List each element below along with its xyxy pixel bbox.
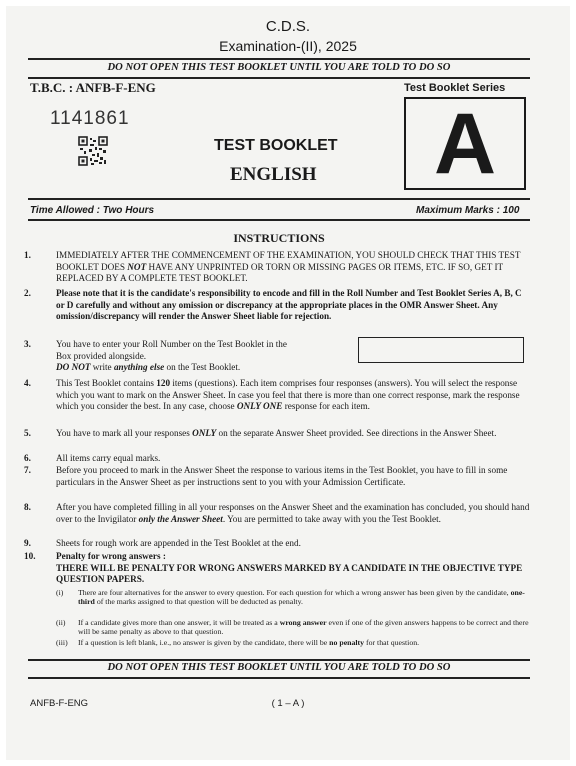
- qr-code-icon: [78, 136, 108, 166]
- rule-3: [28, 198, 530, 200]
- instruction-1: 1. IMMEDIATELY AFTER THE COMMENCEMENT OF THE EXAMINATION, YOU SHOULD CHECK THAT THIS TEST BOOKLET DOES NOT HAVE ANY UNPRINTED OR TORN OR MISSING PAGES OR ITEMS, ETC. IF SO, GET IT REPLACED BY A COMPLETE TEST BOOKLET.: [24, 250, 521, 284]
- rule-6: [28, 677, 530, 679]
- instruction-4: 4. This Test Booklet contains 120 items (questions). Each item comprises four responses (answers). You will select the response which you want to mark on the Answer Sheet. In case you feel that there is more than one correct response, mark the response which you consider the best. In any case, choose ONLY ONE response for each item.: [24, 378, 520, 412]
- top-rule: [28, 58, 530, 60]
- instruction-10: 10. Penalty for wrong answers : THERE WILL BE PENALTY FOR WRONG ANSWERS MARKED BY A CANDIDATE IN THE OBJECTIVE TYPE QUESTION PAPERS.: [24, 551, 523, 585]
- instruction-2: 2. Please note that it is the candidate's responsibility to encode and fill in the Roll Number and Test Booklet Series A, B, C or D carefully and without any omission or discrepancy at the appropriate places in the OMR Answer Sheet. Any omission/discrepancy will render the Answer Sheet liable for rejection.: [24, 288, 522, 322]
- booklet-title: TEST BOOKLET: [214, 137, 338, 154]
- instruction-6: 6. All items carry equal marks.: [24, 453, 161, 463]
- exam-name: C.D.S.: [265, 18, 311, 35]
- exam-year: Examination-(II), 2025: [219, 38, 357, 54]
- instruction-5: 5. You have to mark all your responses ONLY on the separate Answer Sheet provided. See directions in the Answer Sheet.: [24, 428, 497, 438]
- rule-5: [28, 659, 530, 661]
- footer-code: ANFB-F-ENG: [30, 698, 89, 709]
- subject-title: ENGLISH: [230, 164, 317, 185]
- instruction-7: 7. Before you proceed to mark in the Answer Sheet the response to various items in the Test Booklet, you have to fill in some particulars in the Answer Sheet as per instructions sent to you with your Admission Certificate.: [24, 465, 508, 487]
- penalty-ii: (ii) If a candidate gives more than one answer, it will be treated as a wrong answer even if one of the given answers happens to be correct and there will be same penalty as above to that question.: [56, 618, 529, 637]
- max-marks: Maximum Marks : 100: [416, 205, 520, 216]
- instruction-9: 9. Sheets for rough work are appended in the Test Booklet at the end.: [24, 538, 301, 548]
- instructions-heading: INSTRUCTIONS: [233, 231, 325, 245]
- tbc-code: T.B.C. : ANFB-F-ENG: [30, 80, 156, 95]
- series-letter: A: [433, 96, 497, 192]
- warning-top: DO NOT OPEN THIS TEST BOOKLET UNTIL YOU ARE TOLD TO DO SO: [107, 62, 451, 73]
- series-box: [404, 97, 526, 190]
- time-allowed: Time Allowed : Two Hours: [30, 205, 155, 216]
- instruction-8: 8. After you have completed filling in all your responses on the Answer Sheet and the examination has concluded, you should hand over to the Invigilator only the Answer Sheet. You are permitted to take away with you the Test Booklet.: [24, 502, 530, 524]
- rule-4: [28, 219, 530, 221]
- page-number: ( 1 – A ): [271, 698, 305, 709]
- penalty-i: (i) There are four alternatives for the answer to every question. For each question for which a wrong answer has been given by the candidate, one-third of the marks assigned to that question will be deducted as penalty.: [56, 588, 525, 607]
- rule-2: [28, 77, 530, 79]
- roll-number-box[interactable]: [358, 337, 524, 363]
- series-label: Test Booklet Series: [404, 82, 506, 94]
- penalty-iii: (iii) If a question is left blank, i.e., no answer is given by the candidate, there will be no penalty for that question.: [56, 638, 420, 647]
- serial-number: 1141861: [50, 108, 130, 129]
- warning-bottom: DO NOT OPEN THIS TEST BOOKLET UNTIL YOU ARE TOLD TO DO SO: [107, 662, 451, 673]
- instruction-3: 3. You have to enter your Roll Number on the Test Booklet in the Box provided alongside. DO NOT write anything else on the Test Booklet.: [24, 339, 287, 373]
